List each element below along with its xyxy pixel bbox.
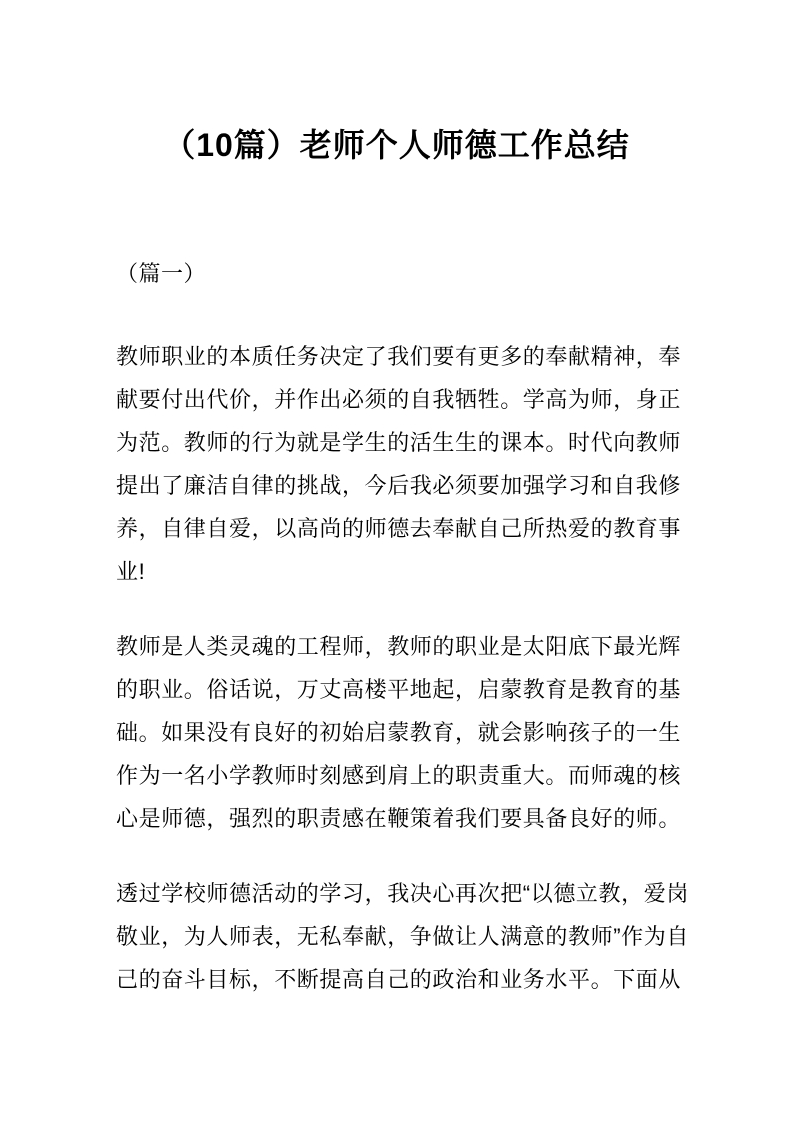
body-paragraph-1: 教师职业的本质任务决定了我们要有更多的奉献精神，奉 献要付出代价，并作出必须的自我牺牲。学高为师，身正 为范。教师的行为就是学生的活生生的课本。时代向教师 提出了廉洁自律的挑战，今后我必须要加强学习和自我修 养，自律自爱，以高尚的师德去奉献自己所热爱的教育事 业! <box>116 344 682 584</box>
document-title: （10篇）老师个人师德工作总结 <box>163 127 630 163</box>
body-paragraph-3: 透过学校师德活动的学习，我决心再次把“以德立教，爱岗 敬业，为人师表，无私奉献，争做让人满意的教师”作为自 己的奋斗目标，不断提高自己的政治和业务水平。下面从 <box>116 881 689 992</box>
body-paragraph-2: 教师是人类灵魂的工程师，教师的职业是太阳底下最光辉 的职业。俗话说，万丈高楼平地起，启蒙教育是教育的基 础。如果没有良好的初始启蒙教育，就会影响孩子的一生 作为一名小学教师时刻感到肩上的职责重大。而师魂的核 心是师德，强烈的职责感在鞭策着我们要具备良好的师。 <box>116 634 682 831</box>
section-label: （篇一） <box>116 261 207 286</box>
